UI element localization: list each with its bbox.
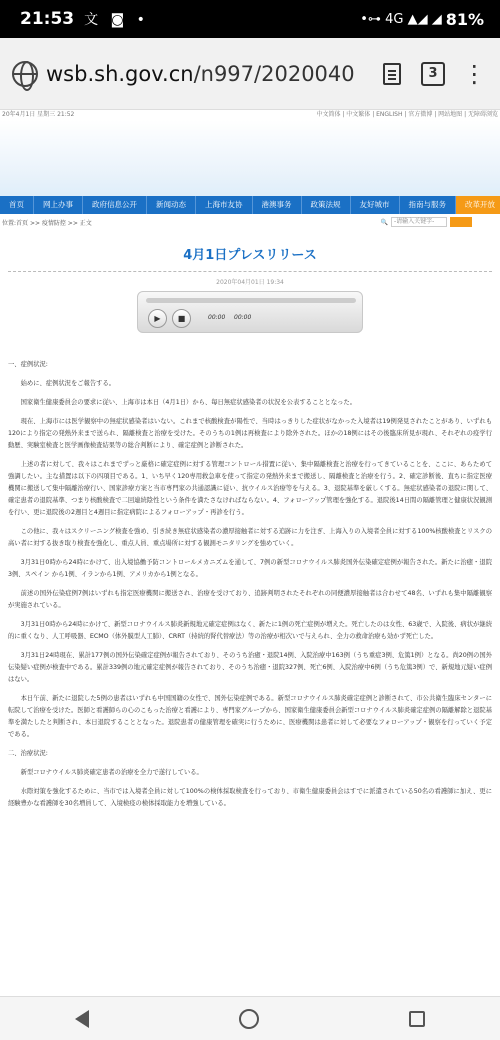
site-top-strip xyxy=(0,110,500,120)
site-date: 20年4月1日 星期三 21:52 xyxy=(2,111,75,118)
audio-progress-track[interactable] xyxy=(146,298,356,303)
audio-player xyxy=(137,291,363,333)
status-right xyxy=(360,10,484,29)
nav-item-reform[interactable]: 改革开放 xyxy=(456,196,500,214)
site-links[interactable]: 中文简体 | 中文繁体 | ENGLISH | 官方微博 | 网站地图 | 无障碍浏览 xyxy=(316,111,498,118)
article-title: 4月1日プレスリリース xyxy=(183,248,317,263)
article-paragraph: 新型コロナウイルス肺炎確定患者の治療を全力で遂行している。 xyxy=(20,769,203,776)
article-paragraph: 本日午前、新たに退院した5例の患者はいずれも中国国籍の女性で、国外伝染症例である。新型コロナウイルス肺炎確定症例と診断されて、市公共衛生臨床センターに転院して治療を受けた。医師と看護師らの心のこもった治療と看護により、専門家グループから、国家衛生健康委員会新型コロナウイルス肺炎確定症例の隔離解除と退院基準を満たしたと判断され、本日退院することとなった。退院患者の健康管理を確実に行うために、医療機関は患者に対して必要なフォローアップ・観察を行っていく予定である。 xyxy=(8,695,492,738)
back-icon[interactable] xyxy=(75,1010,89,1028)
article-paragraph: 前述の国外伝染症例7例はいずれも指定医療機関に搬送され、治療を受けており、追跡判明されたそれぞれの同便濃厚接触者は合わせて48名、いずれも集中隔離観察が実施されている。 xyxy=(8,590,492,609)
breadcrumb-prefix: 位置: xyxy=(2,219,17,227)
search-icon: 🔍 xyxy=(380,218,388,226)
nav-item-guide[interactable]: 指南与服务 xyxy=(400,196,457,214)
article-paragraph: 3月31日0時から24時にかけて、新型コロナウイルス肺炎新規地元確定症例はなく、新たに1例の死亡症例が増えた。死亡したのは女性、63歳で、入院後、病状が継続的に重くなり、人工呼吸器、ECMO（体外膜型人工肺）、CRRT（持続的腎代替療法）等の治療が相次いで与えられ、全力の救命治療も効かず死亡した。 xyxy=(8,621,492,640)
article-paragraph: 3月31日24時現在、累計177例の国外伝染確定症例が報告されており、そのうち治癒・退院14例、入院治療中163例（うち重症3例、危篤1例）となる。尚20例の国外伝染疑い症例が検査中である。累計339例の地元確定症例が報告されており、そのうち治癒・退院327例、死亡6例、入院治療中6例（うち危篤3例）で、新規地元疑い症例はない。 xyxy=(8,652,492,683)
article-paragraph: 国家衛生健康委員会の要求に従い、上海市は本日（4月1日）から、毎日無症状感染者の状況を公表することとなった。 xyxy=(20,399,357,406)
web-page[interactable] xyxy=(0,110,500,996)
status-bar xyxy=(0,0,500,38)
site-banner xyxy=(0,120,500,196)
audio-current-time: 00:00 xyxy=(208,314,226,321)
breadcrumb[interactable]: 首页 >> 疫情防控 >> 正文 xyxy=(16,219,92,227)
stop-icon: ■ xyxy=(177,314,186,323)
notification-icons: 文 ◙ • xyxy=(84,12,149,28)
article-paragraph: この他に、我々はスクリーニング検査を強め、引き続き無症状感染者の濃厚接触者に対する追跡に力を注ぎ、上海入りの入境者全員に対する100%核酸検査とリスクの高い者に対する抜き取り検査を強化し、重点人員、重点場所に対する観測モニタリングを強めていく。 xyxy=(8,528,492,547)
globe-icon[interactable] xyxy=(12,61,38,87)
nav-item-sister-cities[interactable]: 友好城市 xyxy=(351,196,400,214)
stop-button[interactable] xyxy=(172,309,191,328)
search-button[interactable] xyxy=(450,217,472,227)
nav-item-friendship[interactable]: 上海市友协 xyxy=(196,196,253,214)
article-date: 2020年04月01日 19:34 xyxy=(216,279,284,286)
url-host: wsb.sh.gov.cn xyxy=(46,61,194,86)
article-paragraph: 現在、上海市には医学観察中の無症状感染者はいない。これまで核酸検査が陽性で、当時はっきりした症状がなかった入境者は19例発見されたことがあり、いずれも120により指定の発熱外来まで送られ、隔離検査と治療を受けた。そのうちの1例は再検査により除外された。ほかの18例にはその後臨床所見が現れ、それぞれの疫学行動歴、実験室検査と医学画像検査結果等の総合判断により、確定症例と診断された。 xyxy=(8,418,492,449)
battery-level: 81% xyxy=(445,9,484,29)
nav-item-home[interactable]: 首页 xyxy=(0,196,34,214)
url-text[interactable] xyxy=(46,62,364,86)
article-body xyxy=(0,359,500,810)
home-icon[interactable] xyxy=(239,1009,259,1029)
nav-item-hkmacao[interactable]: 港澳事务 xyxy=(253,196,302,214)
tabs-icon: 3 xyxy=(421,62,445,86)
title-divider xyxy=(8,271,492,272)
address-bar[interactable] xyxy=(12,54,364,94)
url-path: /n997/2020040 xyxy=(193,61,355,86)
nav-item-info[interactable]: 政府信息公开 xyxy=(83,196,147,214)
status-time: 21:53 xyxy=(20,9,75,29)
reader-mode-icon xyxy=(383,63,401,85)
recents-icon[interactable] xyxy=(409,1011,425,1027)
nav-item-services[interactable]: 网上办事 xyxy=(34,196,83,214)
audio-duration: 00:00 xyxy=(234,314,252,321)
site-nav xyxy=(0,196,500,214)
play-button[interactable] xyxy=(148,309,167,328)
breadcrumb-row xyxy=(0,214,500,230)
play-icon: ▶ xyxy=(154,314,161,323)
menu-button[interactable] xyxy=(461,54,488,94)
nav-item-news[interactable]: 新闻动态 xyxy=(147,196,196,214)
system-nav-bar xyxy=(0,996,500,1040)
article-paragraph: 始めに、症例状況をご報告する。 xyxy=(20,380,116,387)
browser-toolbar xyxy=(0,38,500,110)
tabs-button[interactable] xyxy=(419,54,446,94)
reader-mode-button[interactable] xyxy=(378,54,405,94)
section-heading: 二、治療状況: xyxy=(8,750,48,757)
search-input[interactable]: -请输入关键字- xyxy=(391,217,447,227)
site-search xyxy=(381,217,472,227)
menu-icon: ⋮ xyxy=(462,59,487,88)
article-paragraph: 3月31日0時から24時にかけて、出入境協働予防コントロールメカニズムを通して、7例の新型コロナウイルス肺炎国外伝染確定症例が報告された。新たに治癒・退院3例、スペイン から1例、イランから1例、アメリカから1例となる。 xyxy=(8,559,492,578)
article-paragraph: 水際対策を強化するために、当市では入境者全員に対して100%の検体採取検査を行っており、市衛生健康委員会はすでに派遣されている50名の看護師に加え、更に経験豊かな看護師を30名増員して、入境検疫の検体採取能力を増強している。 xyxy=(8,788,492,807)
section-heading: 一、症例状況: xyxy=(8,361,48,368)
article-paragraph: 上述の者に対して、我々はこれまでずっと厳格に確定症例に対する管理コントロール措置に従い、集中隔離検査と治療を行ってきていることを、ここに、あらためて強調したい。主な措置は以下の四項目である。1、いち早く120専用救急車を使って指定の発熱外来まで搬送し、隔離検査と治療を行う。2、確定診断後、直ちに指定医療機関に搬送して集中隔離治療行い、国家診療方案と当市専門家の共通認識に従い、抗ウイルス治療等を与える。3、退院基準を厳しくする。無症状感染者の退院に関して、確定患者の退院基準、つまり核酸検査で二回連続陰性という条件を満たさなければならない。4、フォローアップ管理を強化する。退院後14日間の隔離管理と健康状況観測を行い、更に退院後の2週目と4週目に指定病院によるフォローアップ・再診を行う。 xyxy=(8,461,492,516)
nav-item-policy[interactable]: 政策法规 xyxy=(302,196,351,214)
signal-icon: •⊶ 4G ▲◢ ◢ xyxy=(360,11,442,27)
